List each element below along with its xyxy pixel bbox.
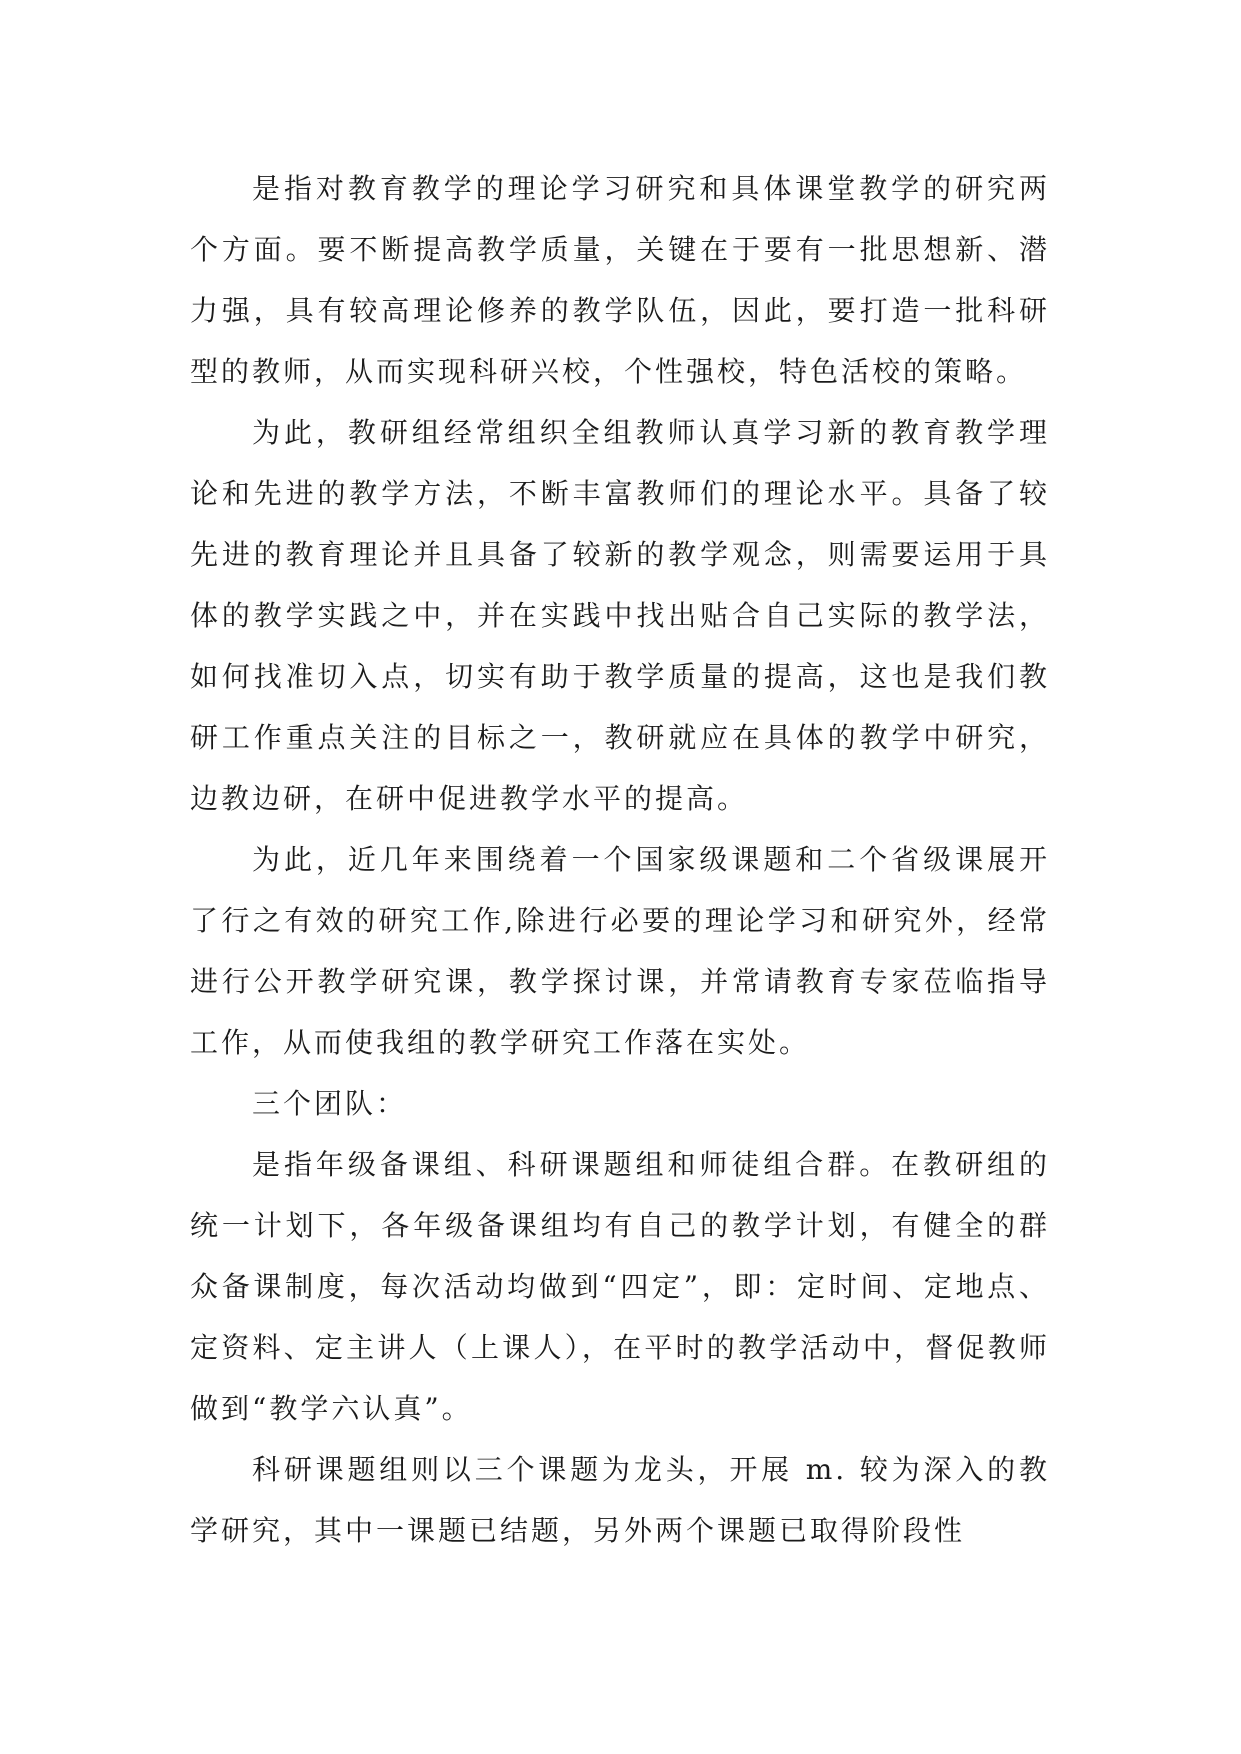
paragraph-research-projects: 为此，近几年来围绕着一个国家级课题和二个省级课展开了行之有效的研究工作,除进行必要的理论学习和研究外，经常进行公开教学研究课，教学探讨课，并常请教育专家莅临指导工作，从而使我组的教学研究工作落在实处。 <box>190 843 1050 1059</box>
paragraph-teaching-theory: 为此，教研组经常组织全组教师认真学习新的教育教学理论和先进的教学方法，不断丰富教师们的理论水平。具备了较先进的教育理论并且具备了较新的教学观念，则需要运用于具体的教学实践之中，并在实践中找出贴合自己实际的教学法，如何找准切入点，切实有助于教学质量的提高，这也是我们教研工作重点关注的目标之一，教研就应在具体的教学中研究，边教边研，在研中促进教学水平的提高。 <box>190 416 1050 815</box>
paragraph-teams-description: 是指年级备课组、科研课题组和师徒组合群。在教研组的统一计划下，各年级备课组均有自己的教学计划，有健全的群众备课制度，每次活动均做到“四定”，即：定时间、定地点、定资料、定主讲人（上课人），在平时的教学活动中，督促教师做到“教学六认真”。 <box>190 1148 1050 1425</box>
section-heading-three-teams: 三个团队： <box>252 1087 408 1120</box>
paragraph-research-aspects: 是指对教育教学的理论学习研究和具体课堂教学的研究两个方面。要不断提高教学质量，关键在于要有一批思想新、潜力强，具有较高理论修养的教学队伍，因此，要打造一批科研型的教师，从而实现科研兴校，个性强校，特色活校的策略。 <box>190 172 1050 388</box>
document-body <box>190 158 1050 1561</box>
paragraph-research-group: 科研课题组则以三个课题为龙头，开展 m. 较为深入的教学研究，其中一课题已结题，另外两个课题已取得阶段性 <box>190 1453 1050 1547</box>
